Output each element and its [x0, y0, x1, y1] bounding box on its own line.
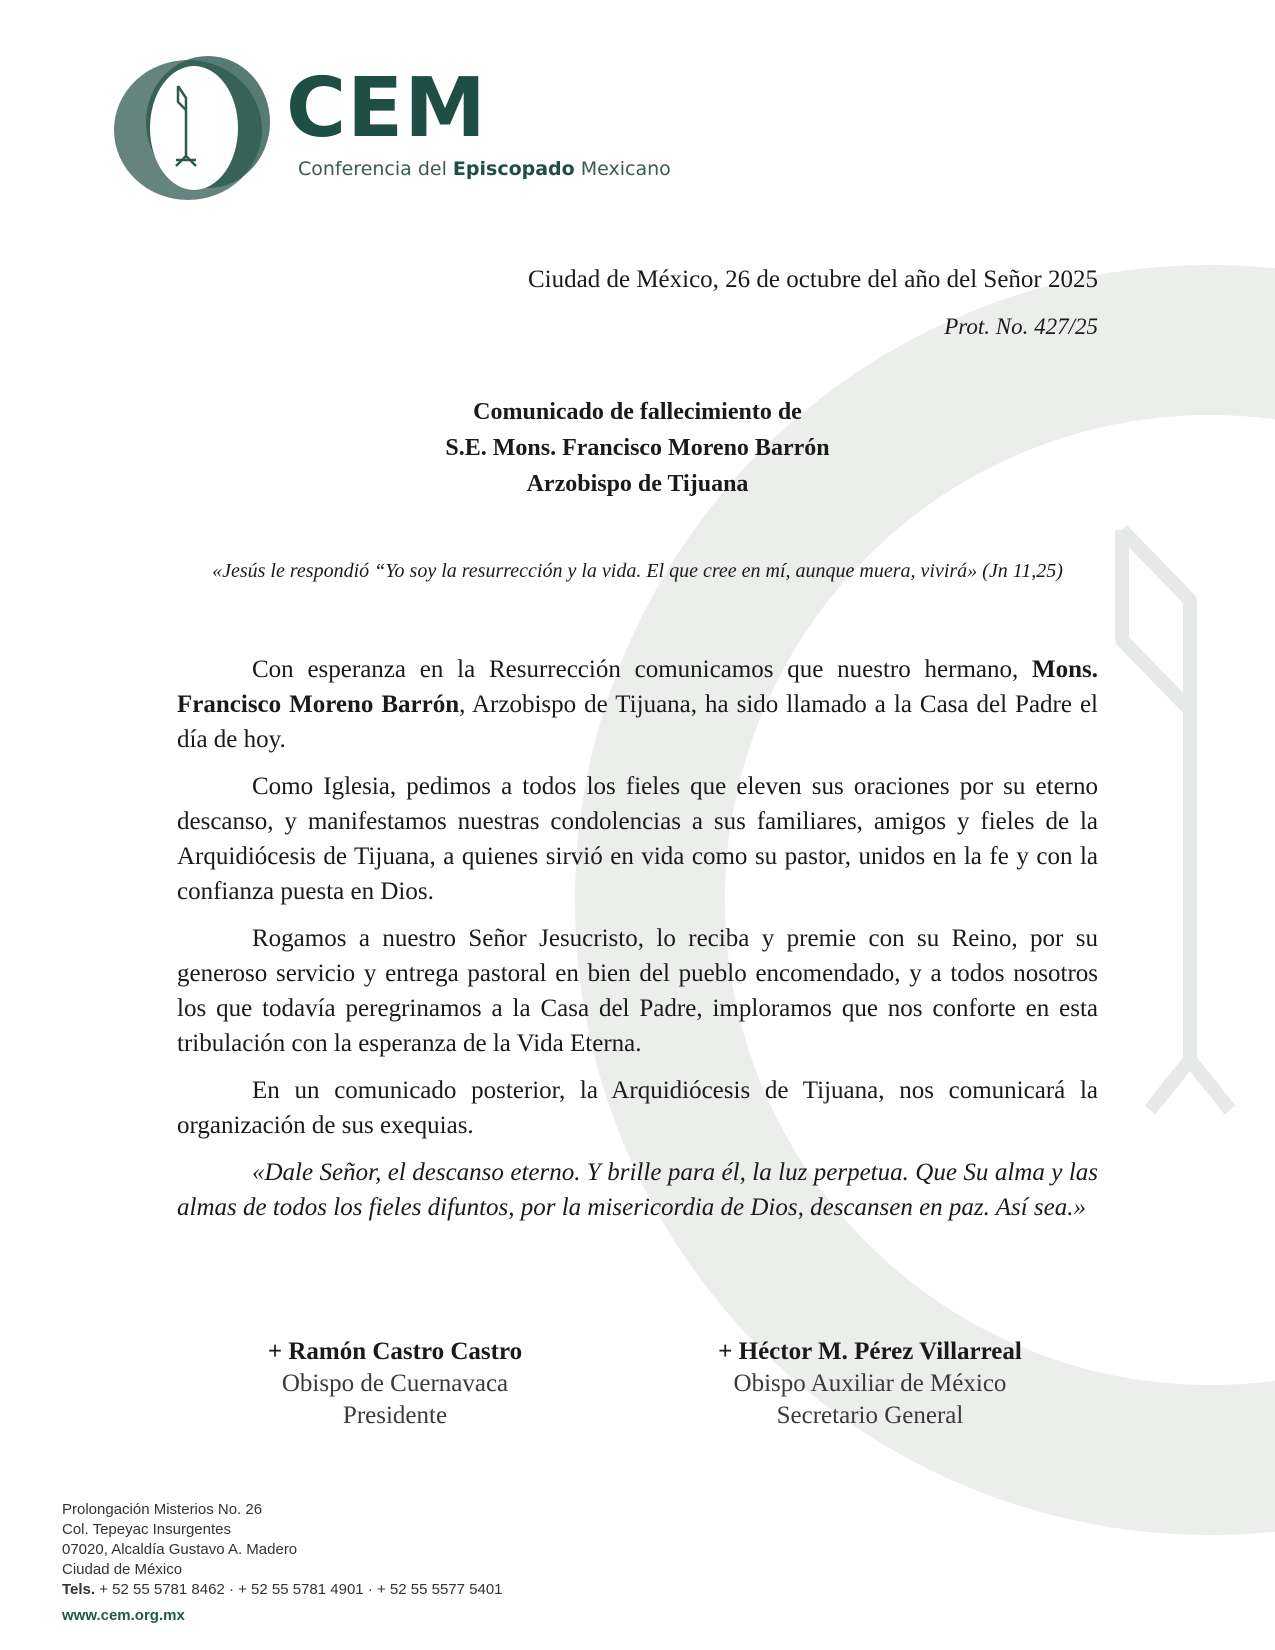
- epigraph-quote: «Jesús le respondió “Yo soy la resurrección y la vida. El que cree en mí, aunque muera, vivirá» (Jn 11,25): [212, 560, 1063, 582]
- body-text: [177, 652, 1098, 1237]
- paragraph-2: Como Iglesia, pedimos a todos los fieles que eleven sus oraciones por su eterno descanso, y manifestamos nuestras condolencias a sus familiares, amigos y fieles de la Arquidiócesis de Tijuana, a quienes sirvió en vida como su pastor, unidos en la fe y con la confianza puesta en Dios.: [177, 773, 1098, 905]
- signer-title: Presidente: [342, 1402, 448, 1429]
- cem-logo-icon: [112, 52, 272, 207]
- signature-president: [230, 1336, 560, 1432]
- signer-name: + Ramón Castro Castro: [267, 1338, 523, 1365]
- footer-address-line: Col. Tepeyac Insurgentes: [62, 1521, 231, 1538]
- signature-secretary: [670, 1336, 1070, 1432]
- paragraph-1: Con esperanza en la Resurrección comunicamos que nuestro hermano, Mons. Francisco Moreno Barrón, Arzobispo de Tijuana, ha sido llamado a la Casa del Padre el día de hoy.: [177, 656, 1098, 753]
- signer-role: Obispo de Cuernavaca: [281, 1370, 509, 1397]
- footer-contact: [62, 1500, 503, 1626]
- footer-website-link[interactable]: www.cem.org.mx: [62, 1607, 185, 1624]
- date-line: Ciudad de México, 26 de octubre del año del Señor 2025: [528, 266, 1098, 293]
- footer-phones: Tels. + 52 55 5781 8462 · + 52 55 5781 4901 · + 52 55 5577 5401: [62, 1581, 503, 1598]
- logo-tagline: Conferencia del Episcopado Mexicano: [298, 158, 671, 180]
- signer-name: + Héctor M. Pérez Villarreal: [718, 1338, 1022, 1365]
- footer-address-line: Prolongación Misterios No. 26: [62, 1501, 263, 1518]
- logo-wordmark: CEM: [286, 61, 487, 156]
- footer-address-line: Ciudad de México: [62, 1561, 183, 1578]
- signer-role: Obispo Auxiliar de México: [733, 1370, 1007, 1397]
- paragraph-3: Rogamos a nuestro Señor Jesucristo, lo reciba y premie con su Reino, por su generoso servicio y entrega pastoral en bien del pueblo encomendado, y a todos nosotros los que todavía peregrinamos a la Casa del Padre, imploramos que nos conforte en esta tribulación con la esperanza de la Vida Eterna.: [177, 925, 1098, 1057]
- footer-address-line: 07020, Alcaldía Gustavo A. Madero: [62, 1541, 298, 1558]
- signer-title: Secretario General: [776, 1402, 964, 1429]
- document-title: [177, 394, 1098, 502]
- title-line-2: S.E. Mons. Francisco Moreno Barrón: [445, 435, 830, 461]
- protocol-number: Prot. No. 427/25: [944, 314, 1098, 339]
- paragraph-4: En un comunicado posterior, la Arquidiócesis de Tijuana, nos comunicará la organización de sus exequias.: [177, 1077, 1098, 1139]
- title-line-3: Arzobispo de Tijuana: [526, 471, 749, 497]
- title-line-1: Comunicado de fallecimiento de: [473, 399, 802, 425]
- closing-prayer: «Dale Señor, el descanso eterno. Y brille para él, la luz perpetua. Que Su alma y las almas de todos los fieles difuntos, por la misericordia de Dios, descansen en paz. Así sea.»: [177, 1159, 1098, 1221]
